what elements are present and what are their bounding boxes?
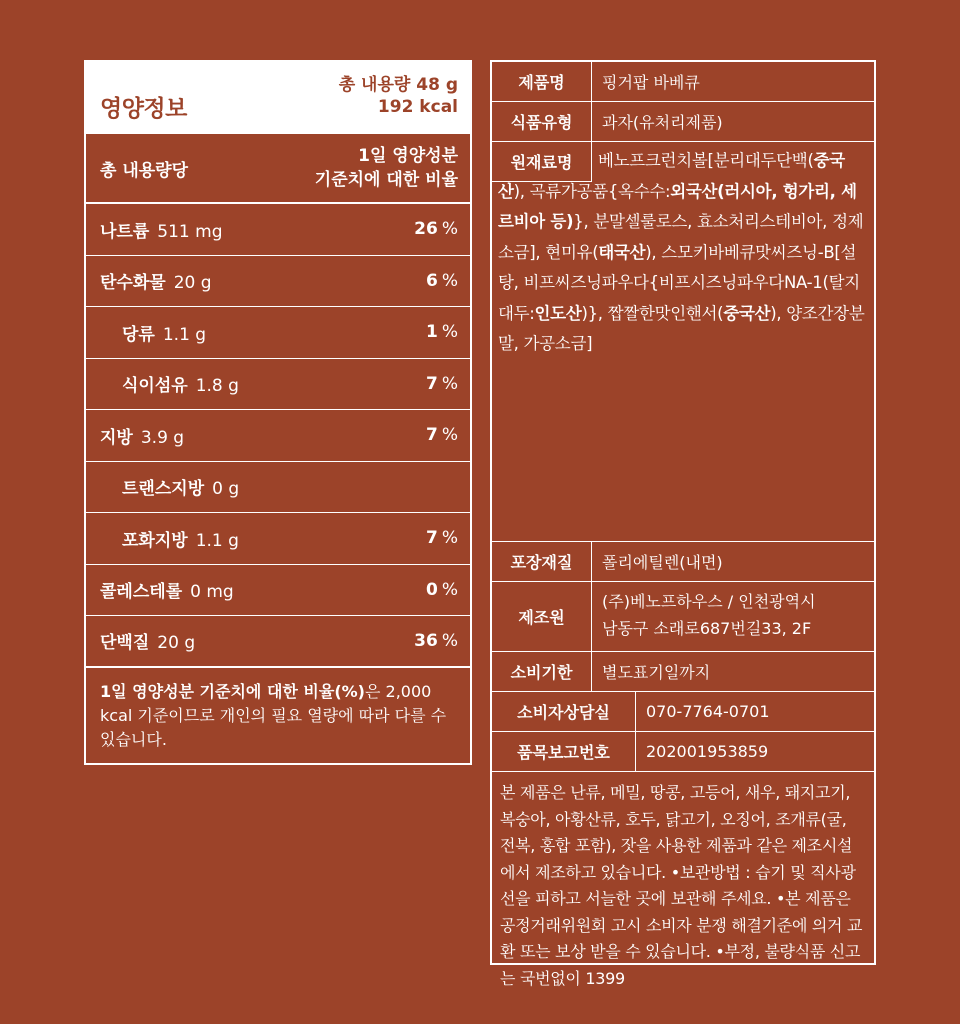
nutrient-name: 식이섬유 (122, 376, 188, 397)
nutrient-name: 나트륨 (100, 221, 150, 242)
product-info-panel (490, 60, 876, 988)
consumer-center-label: 소비자상담실 (492, 692, 636, 731)
report-number-label: 품목보고번호 (492, 732, 636, 771)
nutrient-row-cholesterol (86, 565, 470, 617)
nutrient-row-carbohydrate (86, 256, 470, 308)
ingredient-text: 베노프크런치볼[분리대두단백( (598, 151, 814, 170)
report-number-value: 202001953859 (646, 742, 769, 761)
allergy-storage-notice: 본 제품은 난류, 메밀, 땅콩, 고등어, 새우, 돼지고기, 복숭아, 아황산류, 호두, 닭고기, 오징어, 조개류(굴, 전복, 홍합 포함), 잣을 사용한 제품과 같은 제조시설에서 제조하고 있습니다. •보관방법 : 습기 및 직사광선을 피하고 서늘한 곳에 보관해 주세요. •본 제품은 공정거래위원회 고시 소비자 분쟁 해결기준에 의거 교환 또는 보상 받을 수 있습니다. •부정, 불량식품 신고는 국번없이 1399 (500, 783, 863, 988)
nutrition-footnote (86, 668, 470, 764)
ingredients-label: 원재료명 (492, 142, 592, 182)
nutrient-percent: 7 (426, 528, 438, 549)
nutrient-row-fat (86, 410, 470, 462)
ingredient-text: )}, 짭짤한맛인핸서( (581, 303, 724, 323)
ingredient-origin: 태국산 (598, 242, 646, 262)
info-row-expiry (492, 652, 874, 692)
nutrient-amount: 0 mg (190, 582, 234, 603)
percent-unit: % (441, 425, 458, 446)
daily-value-label (315, 144, 458, 192)
nutrient-percent: 0 (426, 579, 438, 600)
nutrient-row-protein (86, 616, 470, 668)
nutrient-amount: 3.9 g (140, 427, 185, 448)
ingredient-origin: 외국산(러시아, 헝가리, 세르비아 등) (498, 181, 857, 231)
ingredient-text: ), 스모키바베큐맛씨즈닝-B[설탕, 비프씨즈닝파우다{비프시즈닝파우다NA-1(탈지대두: (498, 242, 860, 323)
consumer-center-phone: 070-7764-0701 (646, 702, 770, 721)
food-type-value: 과자(유처리제품) (602, 113, 723, 132)
ingredient-text: ), 곡류가공품{옥수수: (513, 181, 671, 201)
nutrient-percent: 7 (426, 425, 438, 446)
info-row-ingredients (492, 142, 874, 542)
nutrient-row-trans-fat (86, 462, 470, 514)
per-total-label: 총 내용량당 (100, 160, 189, 181)
footnote-bold: 1일 영양성분 기준치에 대한 비율(%) (100, 681, 365, 701)
product-name-value: 핑거팝 바베큐 (602, 73, 700, 92)
info-row-packaging (492, 542, 874, 582)
info-row-food-type (492, 102, 874, 142)
nutrient-row-sodium (86, 204, 470, 256)
nutrient-name: 탄수화물 (100, 273, 166, 294)
nutrition-header (86, 62, 470, 132)
ingredient-origin: 인도산 (534, 303, 582, 323)
percent-unit: % (441, 322, 458, 343)
manufacturer-line1: (주)베노프하우스 / 인천광역시 (602, 592, 816, 611)
percent-unit: % (441, 528, 458, 549)
nutrition-facts-panel (84, 60, 472, 765)
nutrient-percent: 1 (426, 322, 438, 343)
product-name-label: 제품명 (492, 62, 592, 101)
nutrient-amount: 20 g (157, 633, 196, 654)
info-row-consumer-center (492, 692, 874, 732)
manufacturer-label: 제조원 (492, 582, 592, 651)
daily-value-label-line2: 기준치에 대한 비율 (314, 170, 458, 190)
footnote-text: 은 2,000 kcal 기준이므로 개인의 필요 열량에 따라 다를 수 있습니다. (100, 681, 447, 749)
info-row-manufacturer (492, 582, 874, 652)
expiry-value: 별도표기일까지 (602, 663, 711, 682)
nutrient-name: 포화지방 (122, 530, 188, 551)
nutrient-name: 지방 (100, 427, 133, 448)
nutrient-percent: 36 (414, 630, 438, 651)
percent-unit: % (441, 219, 458, 240)
nutrient-percent: 26 (414, 219, 438, 240)
nutrient-amount: 0 g (212, 479, 240, 500)
total-content: 총 내용량 48 g (338, 75, 458, 95)
nutrient-amount: 1.1 g (162, 324, 207, 345)
nutrient-amount: 1.8 g (195, 376, 239, 397)
daily-value-label-line1: 1일 영양성분 (358, 146, 458, 166)
ingredient-origin: 중국산 (723, 303, 771, 323)
nutrient-name: 단백질 (100, 633, 150, 654)
ingredient-text: ), 양조간장분말, 가공소금] (498, 303, 865, 353)
ingredient-origin: 중국산 (498, 151, 845, 201)
nutrient-name: 콜레스테롤 (100, 582, 183, 603)
nutrient-percent: 7 (426, 373, 438, 394)
nutrition-total (339, 74, 458, 118)
food-type-label: 식품유형 (492, 102, 592, 141)
nutrient-row-fiber (86, 359, 470, 411)
percent-unit: % (441, 270, 458, 291)
total-kcal: 192 kcal (377, 97, 458, 117)
percent-unit: % (441, 579, 458, 600)
nutrient-name: 당류 (122, 324, 155, 345)
nutrient-amount: 1.1 g (195, 530, 239, 551)
nutrient-amount: 511 mg (157, 221, 223, 242)
nutrient-amount: 20 g (173, 273, 212, 294)
nutrient-row-saturated-fat (86, 513, 470, 565)
info-row-product-name (492, 62, 874, 102)
nutrition-subheader (86, 132, 470, 204)
packaging-label: 포장재질 (492, 542, 592, 581)
percent-unit: % (441, 373, 458, 394)
percent-unit: % (441, 630, 458, 651)
manufacturer-value (592, 582, 874, 651)
packaging-value: 폴리에틸렌(내면) (602, 553, 723, 572)
nutrient-name: 트랜스지방 (122, 479, 205, 500)
info-row-report-number (492, 732, 874, 772)
nutrient-percent: 6 (426, 270, 438, 291)
ingredient-text: }, 분말셀룰로스, 효소처리스테비아, 정제소금], 현미유( (498, 212, 864, 262)
nutrient-row-sugars (86, 307, 470, 359)
expiry-label: 소비기한 (492, 652, 592, 691)
manufacturer-line2: 남동구 소래로687번길33, 2F (602, 619, 812, 638)
nutrition-title: 영양정보 (100, 96, 187, 122)
